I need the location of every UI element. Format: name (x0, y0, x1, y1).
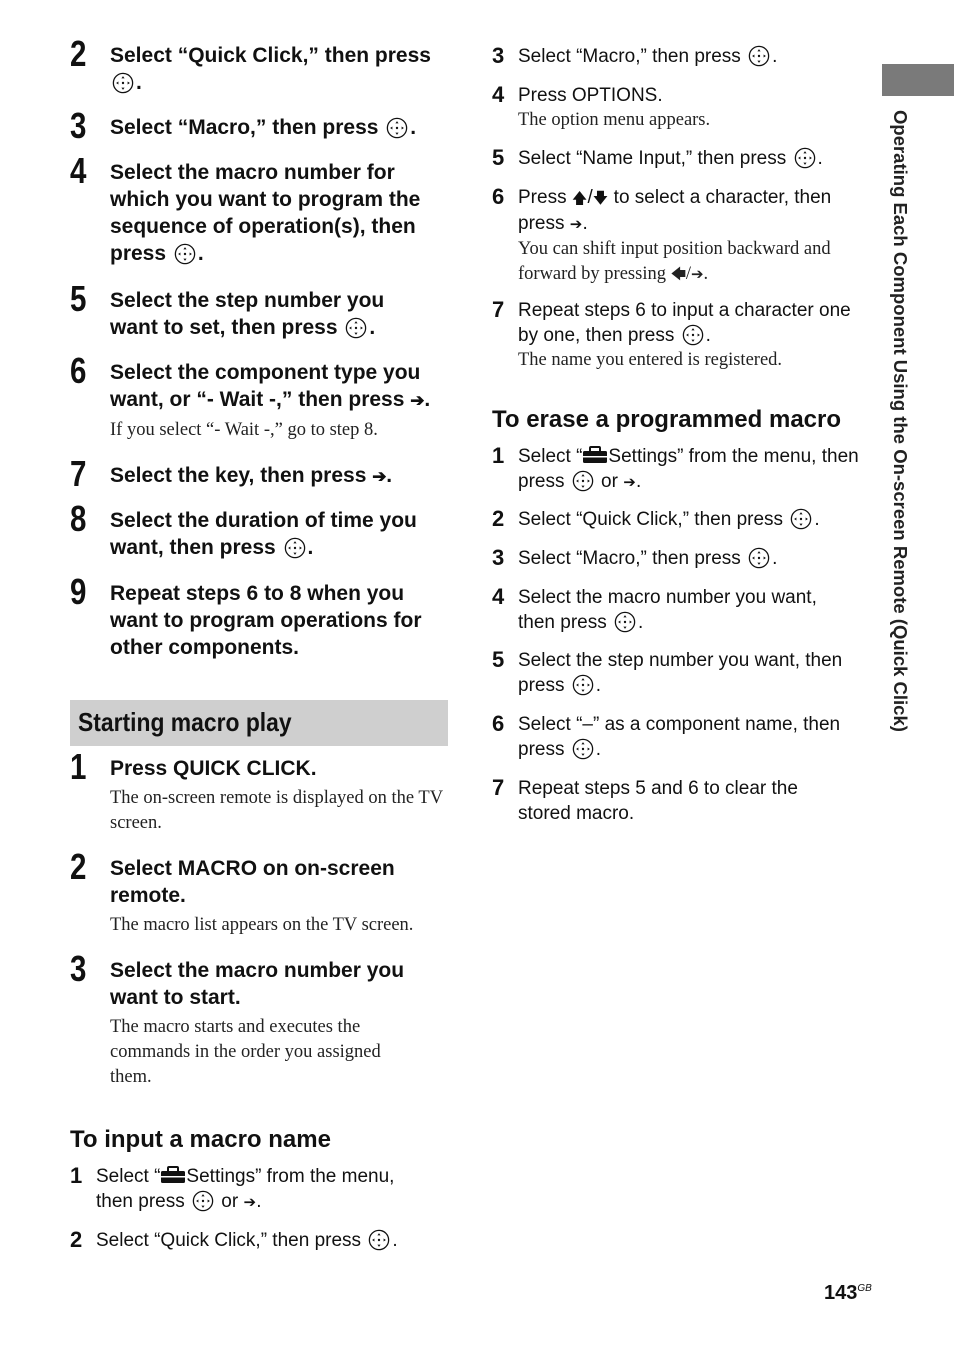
step-text: Select the component type you want, or “- Wait -,” then press ➔. (110, 361, 431, 411)
step-number: 5 (492, 647, 505, 672)
enter-button-icon (174, 243, 196, 265)
input-step-4 (492, 83, 710, 133)
toolbox-icon (160, 1166, 186, 1184)
step-number: 6 (492, 184, 505, 209)
section-title-bar (70, 700, 448, 746)
step-number: 2 (70, 33, 87, 74)
step-note: You can shift input position backward and forward by pressing 🡄/➔. (518, 239, 831, 284)
erase-heading: To erase a programmed macro (492, 406, 842, 433)
input-step-1 (70, 1164, 436, 1215)
step-number: 6 (492, 711, 505, 736)
step-note: The macro list appears on the TV screen. (110, 915, 414, 935)
toolbox-icon (582, 446, 608, 464)
erase-step-2 (492, 507, 820, 532)
enter-button-icon (368, 1229, 390, 1251)
enter-button-icon (794, 147, 816, 169)
input-step-7 (492, 298, 870, 373)
program-step-4 (70, 150, 455, 267)
step-number: 2 (70, 846, 87, 887)
input-name-heading: To input a macro name (70, 1126, 331, 1153)
step-text: Select “–” as a component name, then press . (518, 714, 841, 760)
step-text: Select the duration of time you want, then press . (110, 509, 417, 559)
step-number: 3 (70, 948, 87, 989)
step-text: Select the step number you want to set, then press . (110, 289, 385, 339)
enter-button-icon (572, 674, 594, 696)
input-step-5 (492, 146, 823, 171)
enter-button-icon (572, 738, 594, 760)
program-step-3 (70, 105, 455, 146)
step-number: 2 (492, 506, 505, 531)
step-number: 1 (70, 746, 87, 787)
step-text: Repeat steps 5 and 6 to clear the stored macro. (518, 778, 798, 824)
chapter-tab-marker (882, 64, 954, 96)
arrow-right-icon: ➔ (623, 474, 636, 491)
enter-button-icon (572, 470, 594, 492)
step-note: The option menu appears. (518, 110, 711, 130)
step-number: 9 (70, 571, 87, 612)
step-note: If you select “- Wait -,” go to step 8. (110, 420, 378, 440)
program-step-2 (70, 33, 455, 96)
play-step-2 (70, 846, 455, 938)
step-text: Select “Macro,” then press . (518, 548, 778, 569)
enter-button-icon (192, 1190, 214, 1212)
page-number: $143^{GB}$ (824, 1282, 872, 1304)
step-number: 3 (70, 105, 87, 146)
input-step-6 (492, 185, 868, 288)
program-step-6 (70, 350, 455, 443)
arrow-right-icon: ➔ (243, 1194, 257, 1211)
step-number: 5 (492, 145, 505, 170)
step-number: 3 (492, 545, 505, 570)
step-number: 1 (492, 443, 505, 468)
arrow-right-icon: ➔ (372, 467, 387, 486)
step-number: 4 (70, 150, 87, 191)
play-step-1 (70, 746, 455, 836)
enter-button-icon (682, 324, 704, 346)
step-text: Select “Macro,” then press . (110, 116, 417, 139)
erase-step-6 (492, 712, 868, 762)
page-region-suffix: GB (857, 1283, 872, 1294)
program-step-5 (70, 278, 455, 341)
step-text: Select MACRO on on-screen remote. (110, 857, 395, 907)
chapter-side-label: Operating Each Component Using the On-screen Remote (Quick Click) (890, 110, 911, 732)
arrow-left-icon: 🡄 (670, 267, 686, 283)
program-step-7 (70, 453, 455, 494)
step-text: Select “Quick Click,” then press . (110, 44, 431, 94)
enter-button-icon (614, 611, 636, 633)
step-text: Select the step number you want, then press . (518, 650, 843, 696)
enter-button-icon (112, 72, 134, 94)
enter-button-icon (284, 537, 306, 559)
step-number: 7 (492, 297, 505, 322)
step-text: Select “ Settings” from the menu, then press or ➔. (518, 446, 859, 492)
step-text: Select the macro number for which you want to program the sequence of operation(s), then press . (110, 161, 421, 265)
step-number: 2 (70, 1227, 83, 1252)
step-text: Select “Name Input,” then press . (518, 148, 823, 169)
step-number: 7 (70, 453, 87, 494)
step-text: Repeat steps 6 to input a character one by one, then press . (518, 300, 851, 346)
arrow-up-icon: 🡅 (571, 190, 588, 207)
erase-step-1 (492, 444, 863, 495)
step-text: Select the macro number you want to start. (110, 959, 405, 1009)
arrow-down-icon: 🡇 (592, 190, 609, 207)
program-step-8 (70, 498, 455, 561)
step-number: 3 (492, 43, 505, 68)
erase-step-7 (492, 776, 828, 826)
step-number: 4 (492, 82, 505, 107)
step-note: The macro starts and executes the commands in the order you assigned them. (110, 1017, 381, 1087)
enter-button-icon (790, 508, 812, 530)
arrow-right-icon: ➔ (691, 267, 704, 283)
arrow-right-icon: ➔ (569, 216, 583, 233)
step-number: 8 (70, 498, 87, 539)
step-text: Select the key, then press ➔. (110, 464, 393, 487)
arrow-right-icon: ➔ (410, 391, 425, 410)
step-text: Select “ Settings” from the menu, then press or ➔. (96, 1166, 395, 1212)
step-text: Press OPTIONS. (518, 85, 663, 106)
section-title: Starting macro play (78, 707, 292, 737)
erase-step-3 (492, 546, 777, 571)
step-text: Repeat steps 6 to 8 when you want to program operations for other components. (110, 582, 422, 659)
program-step-9 (70, 571, 455, 661)
step-text: Select “Quick Click,” then press . (96, 1230, 398, 1251)
input-step-3 (492, 44, 777, 69)
erase-step-5 (492, 648, 868, 698)
enter-button-icon (345, 317, 367, 339)
step-number: 6 (70, 350, 87, 391)
input-step-2 (70, 1228, 456, 1253)
enter-button-icon (748, 547, 770, 569)
step-number: 1 (70, 1163, 83, 1188)
step-text: Press QUICK CLICK. (110, 757, 317, 780)
step-number: 7 (492, 775, 505, 800)
play-step-3 (70, 948, 455, 1090)
step-text: Select the macro number you want, then press . (518, 587, 817, 633)
step-text: Press 🡅/🡇 to select a character, then press ➔. (518, 187, 832, 234)
step-number: 4 (492, 584, 505, 609)
erase-step-4 (492, 585, 848, 635)
enter-button-icon (748, 45, 770, 67)
step-note: The on-screen remote is displayed on the TV screen. (110, 788, 443, 833)
enter-button-icon (386, 117, 408, 139)
step-text: Select “Macro,” then press . (518, 46, 778, 67)
step-number: 5 (70, 278, 87, 319)
step-text: Select “Quick Click,” then press . (518, 509, 820, 530)
step-note: The name you entered is registered. (518, 350, 783, 370)
